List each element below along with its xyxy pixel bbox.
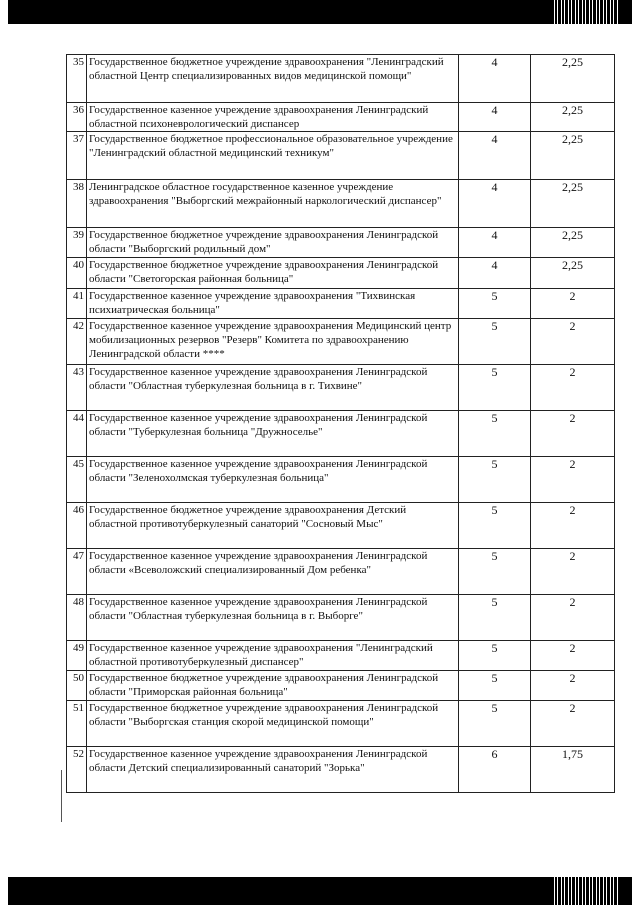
category: 4 [459, 258, 531, 289]
category: 4 [459, 55, 531, 103]
row-number: 38 [67, 180, 87, 228]
row-number: 43 [67, 365, 87, 411]
coefficient: 2 [531, 549, 615, 595]
category: 4 [459, 103, 531, 132]
row-number: 41 [67, 289, 87, 319]
table-row [67, 747, 615, 793]
institution-name: Государственное казенное учреждение здравоохранения Ленинградской области "Туберкулезная больница "Дружноселье" [87, 411, 459, 457]
category: 5 [459, 319, 531, 365]
row-number: 44 [67, 411, 87, 457]
institution-name: Государственное казенное учреждение здравоохранения "Тихвинская психиатрическая больница" [87, 289, 459, 319]
category: 4 [459, 132, 531, 180]
coefficient: 2 [531, 289, 615, 319]
coefficient: 2 [531, 671, 615, 701]
category: 5 [459, 411, 531, 457]
row-number: 40 [67, 258, 87, 289]
table-row [67, 55, 615, 103]
table-row [67, 641, 615, 671]
table-row [67, 411, 615, 457]
margin-mark [61, 770, 62, 822]
coefficient: 2 [531, 411, 615, 457]
category: 5 [459, 365, 531, 411]
category: 4 [459, 228, 531, 258]
table-row [67, 549, 615, 595]
coefficient: 2,25 [531, 228, 615, 258]
institution-name: Государственное казенное учреждение здравоохранения "Ленинградский областной противотуберкулезный диспансер" [87, 641, 459, 671]
scan-footer-bar [8, 877, 632, 905]
institution-name: Государственное бюджетное учреждение здравоохранения Ленинградской области "Приморская районная больница" [87, 671, 459, 701]
table-row [67, 365, 615, 411]
category: 5 [459, 457, 531, 503]
coefficient: 2 [531, 319, 615, 365]
category: 5 [459, 289, 531, 319]
row-number: 37 [67, 132, 87, 180]
institution-name: Государственное бюджетное профессиональное образовательное учреждение "Ленинградский областной медицинский техникум" [87, 132, 459, 180]
table-row [67, 701, 615, 747]
row-number: 35 [67, 55, 87, 103]
barcode-bottom [554, 877, 618, 905]
category: 6 [459, 747, 531, 793]
coefficient: 2 [531, 641, 615, 671]
institution-name: Государственное бюджетное учреждение здравоохранения Детский областной противотуберкулезный санаторий "Сосновый Мыс" [87, 503, 459, 549]
row-number: 49 [67, 641, 87, 671]
coefficient: 2 [531, 503, 615, 549]
coefficient: 2 [531, 701, 615, 747]
institution-name: Государственное бюджетное учреждение здравоохранения "Ленинградский областной Центр специализированных видов медицинской помощи" [87, 55, 459, 103]
institution-name: Государственное казенное учреждение здравоохранения Ленинградской области Детский специализированный санаторий "Зорька" [87, 747, 459, 793]
institutions-table [66, 54, 615, 793]
institution-name: Государственное бюджетное учреждение здравоохранения Ленинградской области "Выборгский родильный дом" [87, 228, 459, 258]
institution-name: Государственное казенное учреждение здравоохранения Ленинградский областной психоневрологический диспансер [87, 103, 459, 132]
table-row [67, 289, 615, 319]
institution-name: Государственное бюджетное учреждение здравоохранения Ленинградской области "Светогорская районная больница" [87, 258, 459, 289]
category: 5 [459, 595, 531, 641]
table-row [67, 228, 615, 258]
row-number: 46 [67, 503, 87, 549]
coefficient: 2,25 [531, 132, 615, 180]
institution-name: Ленинградское областное государственное казенное учреждение здравоохранения "Выборгский межрайонный наркологический диспансер" [87, 180, 459, 228]
category: 5 [459, 549, 531, 595]
row-number: 47 [67, 549, 87, 595]
table-row [67, 180, 615, 228]
institution-name: Государственное казенное учреждение здравоохранения Ленинградской области "Областная туберкулезная больница в г. Тихвине" [87, 365, 459, 411]
row-number: 39 [67, 228, 87, 258]
institution-name: Государственное казенное учреждение здравоохранения Ленинградской области "Областная туберкулезная больница в г. Выборге" [87, 595, 459, 641]
table-row [67, 671, 615, 701]
row-number: 48 [67, 595, 87, 641]
row-number: 51 [67, 701, 87, 747]
institution-name: Государственное казенное учреждение здравоохранения Ленинградской области «Всеволожский специализированный Дом ребенка" [87, 549, 459, 595]
row-number: 45 [67, 457, 87, 503]
coefficient: 2,25 [531, 258, 615, 289]
category: 5 [459, 701, 531, 747]
category: 5 [459, 671, 531, 701]
table-row [67, 319, 615, 365]
table-row [67, 457, 615, 503]
category: 4 [459, 180, 531, 228]
table-row [67, 503, 615, 549]
table-body [67, 55, 615, 793]
coefficient: 2 [531, 595, 615, 641]
table-row [67, 595, 615, 641]
table-row [67, 258, 615, 289]
coefficient: 2,25 [531, 55, 615, 103]
row-number: 50 [67, 671, 87, 701]
coefficient: 2 [531, 365, 615, 411]
table-row [67, 132, 615, 180]
coefficient: 2,25 [531, 103, 615, 132]
table-row [67, 103, 615, 132]
category: 5 [459, 641, 531, 671]
institution-name: Государственное казенное учреждение здравоохранения Ленинградской области "Зеленохолмская туберкулезная больница" [87, 457, 459, 503]
row-number: 36 [67, 103, 87, 132]
category: 5 [459, 503, 531, 549]
scan-header-bar [8, 0, 632, 24]
coefficient: 2,25 [531, 180, 615, 228]
row-number: 52 [67, 747, 87, 793]
row-number: 42 [67, 319, 87, 365]
institution-name: Государственное бюджетное учреждение здравоохранения Ленинградской области "Выборгская станция скорой медицинской помощи" [87, 701, 459, 747]
barcode-top [554, 0, 618, 24]
coefficient: 1,75 [531, 747, 615, 793]
coefficient: 2 [531, 457, 615, 503]
institution-name: Государственное казенное учреждение здравоохранения Медицинский центр мобилизационных резервов "Резерв" Комитета по здравоохранению Ленинградской области **** [87, 319, 459, 365]
